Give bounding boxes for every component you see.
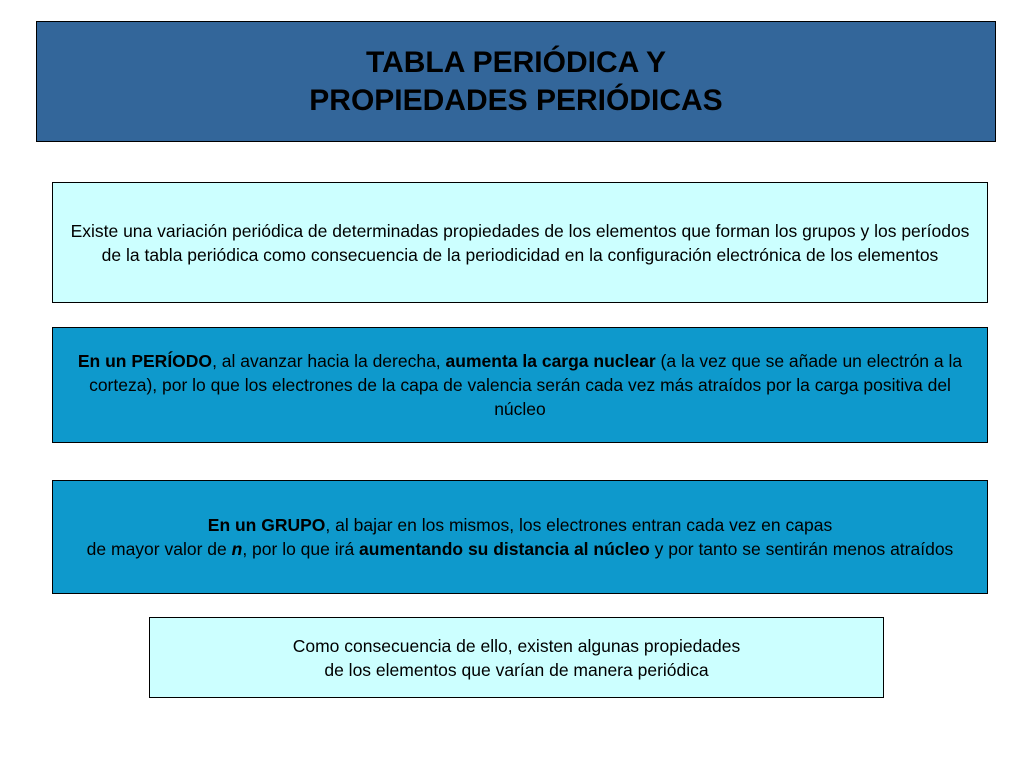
period-text	[53, 349, 987, 421]
conclusion-text	[283, 634, 751, 682]
conclusion-line-1: Como consecuencia de ello, existen algunas propiedades	[292, 635, 741, 656]
period-box	[52, 327, 988, 443]
group-lead: En un GRUPO	[207, 515, 326, 535]
group-part-2: de mayor valor de	[86, 539, 232, 559]
title-box	[36, 21, 996, 142]
group-box	[52, 480, 988, 594]
page-title	[309, 44, 722, 120]
intro-box	[52, 182, 988, 303]
group-part-1: , al bajar en los mismos, los electrones entran cada vez en capas	[325, 515, 833, 535]
period-part-1: , al avanzar hacia la derecha,	[212, 351, 446, 371]
period-emphasis: aumenta la carga nuclear	[445, 351, 656, 371]
group-emphasis: aumentando su distancia al núcleo	[359, 539, 650, 559]
group-variable: n	[231, 539, 243, 559]
period-part-2: (a la vez que se añade un electrón a la corteza), por lo que los electrones de la capa de valencia serán cada vez más atraídos por la carga positiva del núcleo	[89, 351, 963, 419]
group-part-3: , por lo que irá	[242, 539, 360, 559]
group-part-4: y por tanto se sentirán menos atraídos	[649, 539, 954, 559]
period-lead: En un PERÍODO	[77, 351, 213, 371]
conclusion-line-2: de los elementos que varían de manera periódica	[324, 659, 709, 680]
intro-text: Existe una variación periódica de determinadas propiedades de los elementos que forman los grupos y los períodos de la tabla periódica como consecuencia de la periodicidad en la configuración electrónica de los elementos	[70, 220, 970, 265]
title-line-1: TABLA PERIÓDICA Y	[365, 45, 666, 79]
group-text	[77, 513, 964, 561]
title-line-2: PROPIEDADES PERIÓDICAS	[309, 83, 723, 117]
conclusion-box	[149, 617, 884, 698]
